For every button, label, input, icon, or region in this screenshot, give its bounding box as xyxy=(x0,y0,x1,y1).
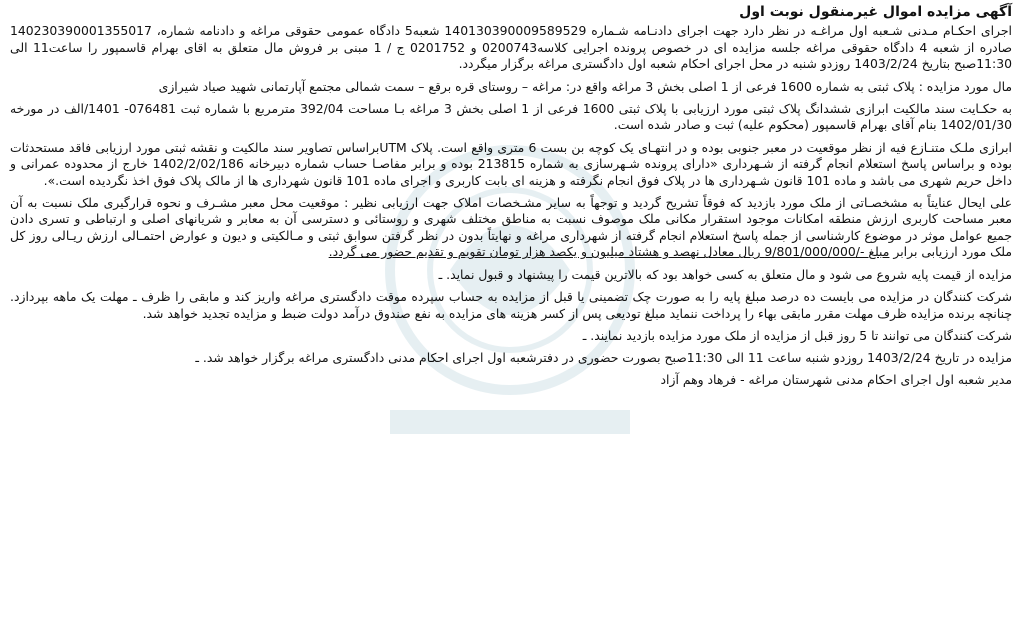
notice-title: آگهی مزایده اموال غیرمنقول نوبت اول xyxy=(739,4,1012,20)
location-paragraph: ابرازی ملـک متنـازع فیه از نظر موقعیت در معبر جنوبی بوده و در انتهـای یک کوچه بن بست 6 متری واقع است. پلاک UTMبراساس تصاویر سند مالکیت و نقشه ثبتی مورد ارزیابی فاقد مستحدثات بوده و براساس پاسخ استعلام انجام گرفته از شـهرداری «دارای پرونده شـهرسازی به شماره 213815 بوده و برابر مفاصـا حساب شماره دبیرخانه 1402/2/02/186 خارج از محدوده عمرانی و داخل حریم شهری می باشد و ماده 101 قانون شـهرداری ها در پلاک فوق انجام نگرفته و هزینه ای بابت کاربری و اجرای ماده 101 قانون شهرداری ها از مالک پلاک فوق اخذ نگردیده است.». xyxy=(10,139,1012,188)
deposit-paragraph: شرکت کنندگان در مزایده می بایست ده درصد مبلغ پایه را به صورت چک تضمینی یا قبل از مزایده به حساب سپرده موقت دادگستری مراغه واریز کند و مابقی را ظرف ـ مهلت یک ماهه بپردازد. چنانچه برنده مزایده ظرف مهلت مقرر مابقی بهاء را پرداخت ننماید مبلغ تودیعی پس از کسر هزینه های مزایده به نفع صندوق درآمد دولت ضبط و مزایده تجدید خواهد شد. xyxy=(10,289,1012,321)
valuation-text: علی ایحال عنایتاً به مشخصـاتی از ملک مورد بازدید که فوقاً تشریح گردید و توجهاً به سایر مشـخصات املاک جهت ارزیابی نظیر : موقعیت محل معبر مشـرف و نحوه قرارگیری ملک نسبت به آن معبر مساحت کاربری ارزش منطقه امکانات موجود استقرار مکانی ملک موصوف نسبت به مناطق مختلف شهری و روستائی و دسترسی آن به معابر و شریانهای اصلی و ارتباطی و تسری دادن جمیع عوامل موثر در موضوع کارشناسی از جمله پاسخ استعلام انجام گرفته از شهرداری مراغه و نهایتاً بدون در نظر گرفتن سوابق ثبتی و مـالکیتی و دیون و عوارض احتمـالی ارزش ریـالی روز کل ملک مورد ارزیابی برابر xyxy=(10,195,1012,260)
auction-date-paragraph: مزایده در تاریخ 1403/2/24 روزدو شنبه ساعت 11 الی 11:30صبح بصورت حضوری در دفترشعبه اول اجرای احکام مدنی دادگستری مراغه برگزار خواهد شد. ـ xyxy=(195,350,1012,366)
intro-paragraph: اجرای احکـام مـدنی شـعبه اول مراغـه در نظر دارد جهت اجرای دادنـامه شـماره 140130390009589529 شعبه5 دادگاه عمومی حقوقی مراغه و دادنامه شماره، 140230390001355017 صادره از شعبه 4 دادگاه حقوقی مراغه جلسه مزایده ای در خصوص پرونده اجرایی کلاسه0200743 و 0201752 ج / 1 مبنی بر فروش مال متعلق به اقای بهرام قاسمپور را ساعت11 الی 11:30صبح بتاریخ 1403/2/24 روزدو شنبه در محل اجرای احکام شعبه اول دادگستری مراغه برگزار میگردد. xyxy=(10,23,1012,72)
base-price-paragraph: مزایده از قیمت پایه شروع می شود و مال متعلق به کسی خواهد بود که بالاترین قیمت را پیشنهاد و قبول نماید. ـ xyxy=(438,266,1012,282)
valuation-amount: مبلغ -/9/801/000/000 ریال معادل نهصد و هشتاد میلیون و یکصد هزار تومان تقویم و تقدیم حضور می گردد. xyxy=(328,244,890,260)
visit-paragraph: شرکت کنندگان می توانند تا 5 روز قبل از مزایده از ملک مورد مزایده بازدید نمایند. ـ xyxy=(582,327,1012,343)
property-paragraph: مال مورد مزایده : پلاک ثبتی به شماره 1600 فرعی از 1 اصلی بخش 3 مراغه واقع در: مراغه – روستای قره برقع – سمت شمالی مجتمع آپارتمانی شهید صیاد شیرازی xyxy=(158,78,1012,94)
signature-line: مدیر شعبه اول اجرای احکام مدنی شهرستان مراغه - فرهاد وهم آزاد xyxy=(660,371,1012,387)
deed-paragraph: به حکـایت سند مالکیت ابرازی ششدانگ پلاک ثبتی مورد ارزیابی با پلاک ثبتی 1600 فرعی از 1 اصلی بخش 3 مراغه بـا مساحت 392/04 مترمربع با شماره ثبت 076481- 1401/الف در مورخه 1402/01/30 بنام آقای بهرام قاسمپور (محکوم علیه) ثبت و صادر شده است. xyxy=(10,101,1012,133)
valuation-paragraph xyxy=(10,195,1012,261)
